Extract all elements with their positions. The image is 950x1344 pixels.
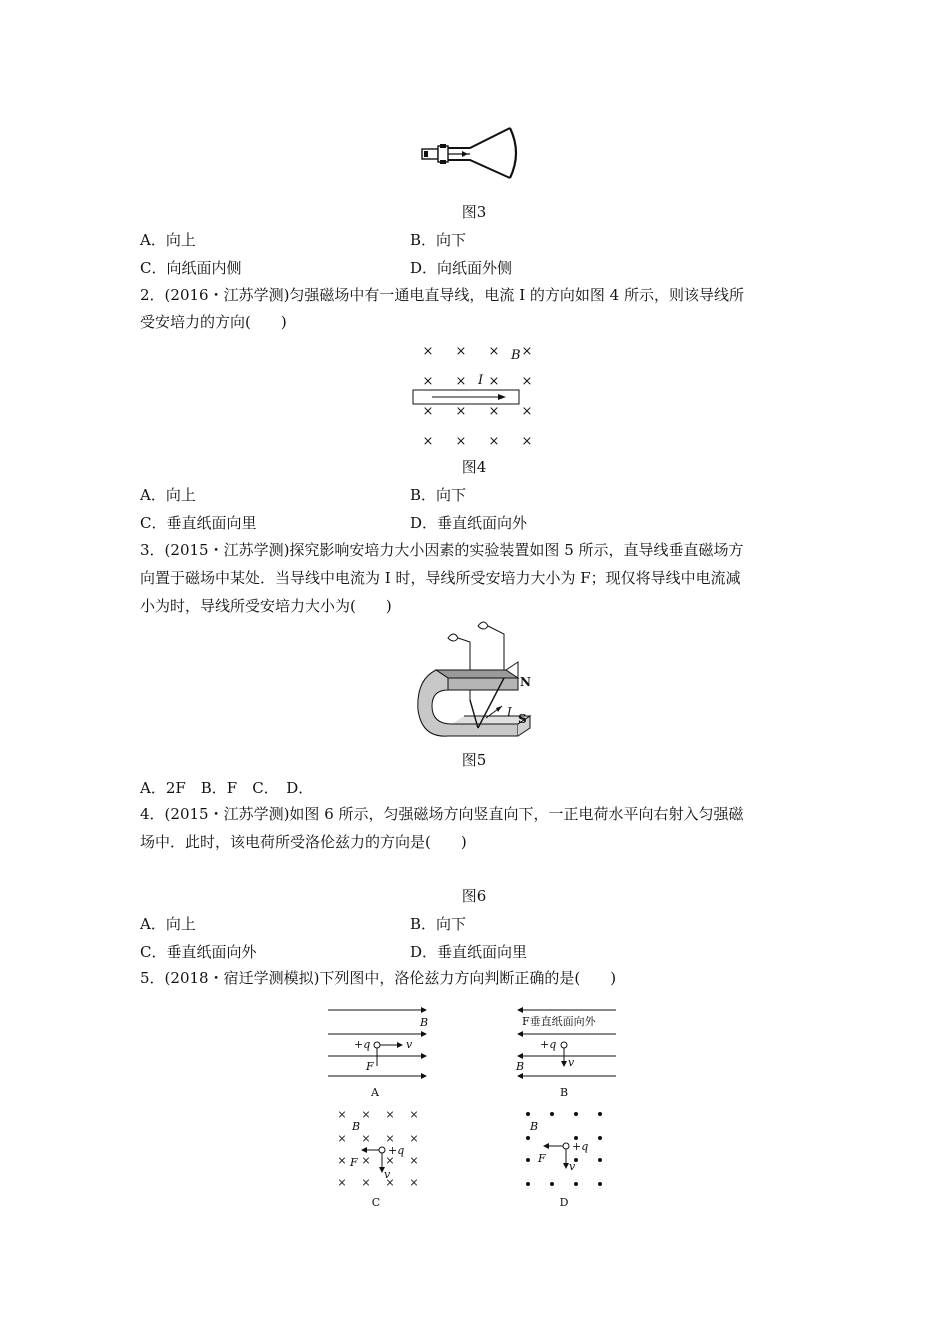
panel-label-c: C bbox=[371, 1196, 381, 1209]
panel-label-d: D bbox=[559, 1196, 569, 1209]
dot-mark bbox=[574, 1112, 578, 1116]
q3-options: A．2F B．F C． D． bbox=[140, 779, 314, 797]
panel-label-a: A bbox=[371, 1086, 379, 1099]
velocity-label: v bbox=[406, 1038, 413, 1051]
cross-mark: × bbox=[455, 344, 467, 359]
field-label-b: B bbox=[516, 1060, 525, 1073]
charge-circle bbox=[563, 1143, 569, 1149]
charge-circle bbox=[374, 1042, 380, 1048]
cross-mark: × bbox=[337, 1108, 347, 1121]
figure-5c-lorentz bbox=[328, 1104, 432, 1210]
cross-mark: × bbox=[361, 1176, 371, 1189]
dot-mark bbox=[526, 1182, 530, 1186]
cross-mark: × bbox=[422, 434, 434, 449]
figure-5a-lorentz bbox=[322, 1004, 434, 1100]
cross-mark: × bbox=[455, 434, 467, 449]
cross-mark: × bbox=[337, 1154, 347, 1167]
q4-option-c: C．垂直纸面向外 bbox=[140, 943, 257, 961]
cross-mark: × bbox=[361, 1132, 371, 1145]
cross-mark: × bbox=[409, 1132, 419, 1145]
q3-stem-line1: 3．(2015・江苏学测)探究影响安培力大小因素的实验装置如图 5 所示，直导线垂直磁场方 bbox=[140, 541, 744, 559]
cross-mark: × bbox=[422, 344, 434, 359]
figure-5b-lorentz bbox=[508, 1004, 620, 1100]
velocity-label: v bbox=[568, 1056, 575, 1069]
cross-mark: × bbox=[409, 1154, 419, 1167]
q2-option-c: C．垂直纸面向里 bbox=[140, 514, 257, 532]
field-label-b: B bbox=[530, 1120, 539, 1133]
cross-mark: × bbox=[385, 1154, 395, 1167]
cross-mark: × bbox=[385, 1132, 395, 1145]
force-label: F bbox=[366, 1060, 374, 1073]
q2-stem-line2: 受安培力的方向( ) bbox=[140, 313, 287, 331]
q4-option-d: D．垂直纸面向里 bbox=[410, 943, 528, 961]
q2-stem-line1: 2．(2016・江苏学测)匀强磁场中有一通电直导线，电流 I 的方向如图 4 所示，则该导线所 bbox=[140, 286, 744, 304]
charge-circle bbox=[379, 1147, 385, 1153]
dot-mark bbox=[526, 1136, 530, 1140]
q5-stem: 5．(2018・宿迁学测模拟)下列图中，洛伦兹力方向判断正确的是( ) bbox=[140, 969, 617, 987]
cross-mark: × bbox=[521, 344, 533, 359]
q4-option-a: A．向上 bbox=[140, 915, 196, 933]
panel-label-b: B bbox=[559, 1086, 569, 1099]
cross-mark: × bbox=[361, 1154, 371, 1167]
q1-option-d: D．向纸面外侧 bbox=[410, 259, 513, 277]
force-label: F垂直纸面向外 bbox=[522, 1015, 596, 1028]
cross-mark: × bbox=[422, 404, 434, 419]
q3-stem-line3: 小为时，导线所受安培力大小为( ) bbox=[140, 597, 392, 615]
cross-mark: × bbox=[488, 434, 500, 449]
field-label-b: B bbox=[511, 348, 521, 363]
charge-label: +q bbox=[388, 1144, 405, 1157]
figure-4-wire-in-field bbox=[410, 338, 545, 454]
pole-label-s: S bbox=[518, 712, 527, 726]
cross-mark: × bbox=[409, 1176, 419, 1189]
field-label-b: B bbox=[352, 1120, 361, 1133]
charge-circle bbox=[561, 1042, 567, 1048]
figure-5d-lorentz bbox=[514, 1104, 618, 1210]
cross-mark: × bbox=[488, 404, 500, 419]
cross-mark: × bbox=[488, 344, 500, 359]
cross-mark: × bbox=[422, 374, 434, 389]
figure-3-caption: 图3 bbox=[461, 203, 487, 221]
current-label-i: I bbox=[507, 705, 512, 719]
cross-mark: × bbox=[385, 1176, 395, 1189]
q2-option-a: A．向上 bbox=[140, 486, 196, 504]
q1-option-b: B．向下 bbox=[410, 231, 467, 249]
charge-label: +q bbox=[354, 1038, 371, 1051]
dot-mark bbox=[598, 1136, 602, 1140]
cross-mark: × bbox=[521, 434, 533, 449]
q4-stem-line2: 场中．此时，该电荷所受洛伦兹力的方向是( ) bbox=[140, 833, 467, 851]
force-label: F bbox=[538, 1152, 546, 1165]
cross-mark: × bbox=[337, 1176, 347, 1189]
dot-mark bbox=[598, 1158, 602, 1162]
dot-mark bbox=[526, 1112, 530, 1116]
force-label: F bbox=[350, 1156, 358, 1169]
dot-mark bbox=[550, 1112, 554, 1116]
cross-mark: × bbox=[337, 1132, 347, 1145]
cross-mark: × bbox=[455, 404, 467, 419]
figure-6-caption: 图6 bbox=[461, 887, 487, 905]
cross-mark: × bbox=[488, 374, 500, 389]
velocity-label: v bbox=[384, 1168, 391, 1181]
dot-mark bbox=[574, 1182, 578, 1186]
cross-mark: × bbox=[521, 374, 533, 389]
figure-5-horseshoe-magnet bbox=[408, 620, 538, 748]
field-label-b: B bbox=[420, 1016, 429, 1029]
pole-label-n: N bbox=[520, 675, 531, 689]
q1-option-c: C．向纸面内侧 bbox=[140, 259, 242, 277]
figure-5-caption: 图5 bbox=[461, 751, 487, 769]
cross-mark: × bbox=[361, 1108, 371, 1121]
velocity-label: v bbox=[569, 1160, 576, 1173]
cross-mark: × bbox=[409, 1108, 419, 1121]
q4-stem-line1: 4．(2015・江苏学测)如图 6 所示，匀强磁场方向竖直向下，一正电荷水平向右射入匀强磁 bbox=[140, 805, 744, 823]
figure-3-cathode-ray-tube bbox=[418, 124, 518, 182]
q2-option-b: B．向下 bbox=[410, 486, 467, 504]
q1-option-a: A．向上 bbox=[140, 231, 196, 249]
q4-option-b: B．向下 bbox=[410, 915, 467, 933]
q2-option-d: D．垂直纸面向外 bbox=[410, 514, 528, 532]
cross-mark: × bbox=[385, 1108, 395, 1121]
dot-mark bbox=[598, 1182, 602, 1186]
dot-mark bbox=[526, 1158, 530, 1162]
cross-mark: × bbox=[455, 374, 467, 389]
current-label-i: I bbox=[478, 373, 484, 388]
dot-mark bbox=[598, 1112, 602, 1116]
figure-4-caption: 图4 bbox=[461, 458, 487, 476]
charge-label: +q bbox=[572, 1140, 589, 1153]
q3-stem-line2: 向置于磁场中某处．当导线中电流为 I 时，导线所受安培力大小为 F；现仅将导线中电流减 bbox=[140, 569, 741, 587]
dot-mark bbox=[550, 1182, 554, 1186]
cross-mark: × bbox=[521, 404, 533, 419]
charge-label: +q bbox=[540, 1038, 557, 1051]
